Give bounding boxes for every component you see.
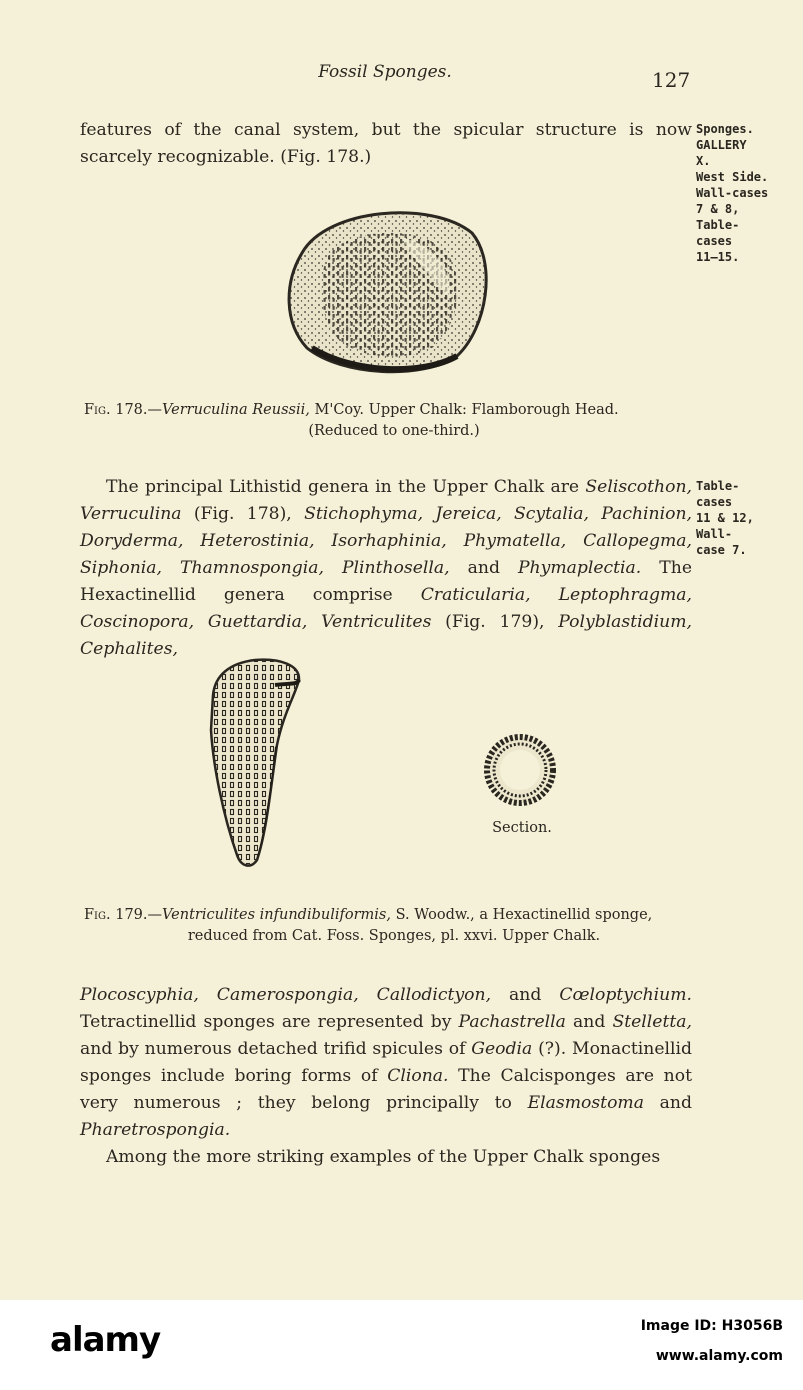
p3-genus-8: Pharetrospongia. (80, 1120, 231, 1140)
p3-genus-7: Elasmostoma (527, 1093, 644, 1113)
running-title: Fossil Sponges. (318, 62, 452, 82)
p2-text-4: The Hexactinellid genera comprise (80, 558, 693, 605)
figure-178-illustration (282, 198, 492, 378)
p3-text-7: and (643, 1093, 692, 1113)
figure-178-label: Fig. 178.— (84, 402, 163, 418)
p2-text-2: (Fig. 178), (181, 504, 305, 524)
figure-178-caption (84, 400, 704, 442)
p3-genus-4: Stelletta, (612, 1012, 692, 1032)
p2-genus-5: Craticularia, Leptophragma, Coscinopora, Guettardia, Ventriculites (80, 585, 692, 632)
paragraph-3 (80, 982, 692, 1171)
figure-179-section-label: Section. (492, 820, 552, 836)
figure-179-illustration (205, 655, 305, 870)
paragraph-1-line-2: scarcely recognizable. (Fig. 178.) (80, 147, 372, 167)
alamy-logo: alamy (50, 1320, 161, 1360)
p2-genus-4: Phymaplectia. (517, 558, 642, 578)
paragraph-2 (80, 474, 692, 663)
figure-179-section-illustration (480, 732, 560, 808)
p2-genus-1: Seliscothon, (585, 477, 692, 497)
stock-footer (0, 1300, 803, 1390)
p3-text-5: (?). Monactinellid sponges include boring forms of (80, 1039, 692, 1086)
paragraph-1 (80, 117, 692, 171)
page-number: 127 (652, 68, 691, 92)
p3-text-2: Tetractinellid sponges are represented by (80, 1012, 459, 1032)
p2-genus-3: Stichophyma, Jereica, Scytalia, Pachinion, Doryderma, Heterostinia, Isorhaphinia, Phymatella, Callopegma, Siphonia, Thamnospongia, Plinthosella, (80, 504, 692, 578)
image-id: Image ID: H3056B (640, 1318, 783, 1334)
paragraph-4: Among the more striking examples of the Upper Chalk sponges (106, 1147, 661, 1167)
p3-text-6: The Calcisponges are not very numerous ; they belong principally to (80, 1066, 692, 1113)
p3-genus-1: Plocoscyphia, Camerospongia, Callodictyon, (80, 985, 492, 1005)
figure-179-caption (84, 905, 704, 947)
p3-text-1: and (491, 985, 560, 1005)
footer-url: www.alamy.com (655, 1348, 783, 1364)
p3-text-4: and by numerous detached trifid spicules of (80, 1039, 472, 1059)
figure-179-species: Ventriculites infundibuliformis, (162, 907, 391, 923)
figure-179-caption-line-2: reduced from Cat. Foss. Sponges, pl. xxvi. Upper Chalk. (187, 928, 601, 944)
figure-179-label: Fig. 179.— (84, 907, 163, 923)
p3-genus-3: Pachastrella (458, 1012, 566, 1032)
figure-178-species: Verruculina Reussii, (162, 402, 310, 418)
margin-note-gallery: Sponges. GALLERY X. West Side. Wall-cases 7 & 8, Table- cases 11–15. (696, 122, 769, 264)
p3-text-3: and (565, 1012, 613, 1032)
figure-178-caption-line-2: (Reduced to one-third.) (308, 423, 480, 439)
margin-note-table-cases: Table- cases 11 & 12, Wall- case 7. (696, 479, 754, 557)
p2-text-5: (Fig. 179), (431, 612, 559, 632)
p2-text-1: The principal Lithistid genera in the Upper Chalk are (106, 477, 586, 497)
p2-text-3: and (449, 558, 518, 578)
p3-genus-5: Geodia (471, 1039, 533, 1059)
p2-genus-6: Polyblastidium, Cephalites, (80, 612, 692, 659)
p2-genus-2: Verruculina (80, 504, 182, 524)
figure-178-caption-rest: M'Coy. Upper Chalk: Flamborough Head. (309, 402, 619, 418)
p3-genus-2: Cœloptychium. (559, 985, 692, 1005)
figure-179-caption-rest: S. Woodw., a Hexactinellid sponge, (390, 907, 653, 923)
paragraph-1-line-1: features of the canal system, but the spicular structure is now (80, 120, 692, 140)
p3-genus-6: Cliona. (387, 1066, 449, 1086)
